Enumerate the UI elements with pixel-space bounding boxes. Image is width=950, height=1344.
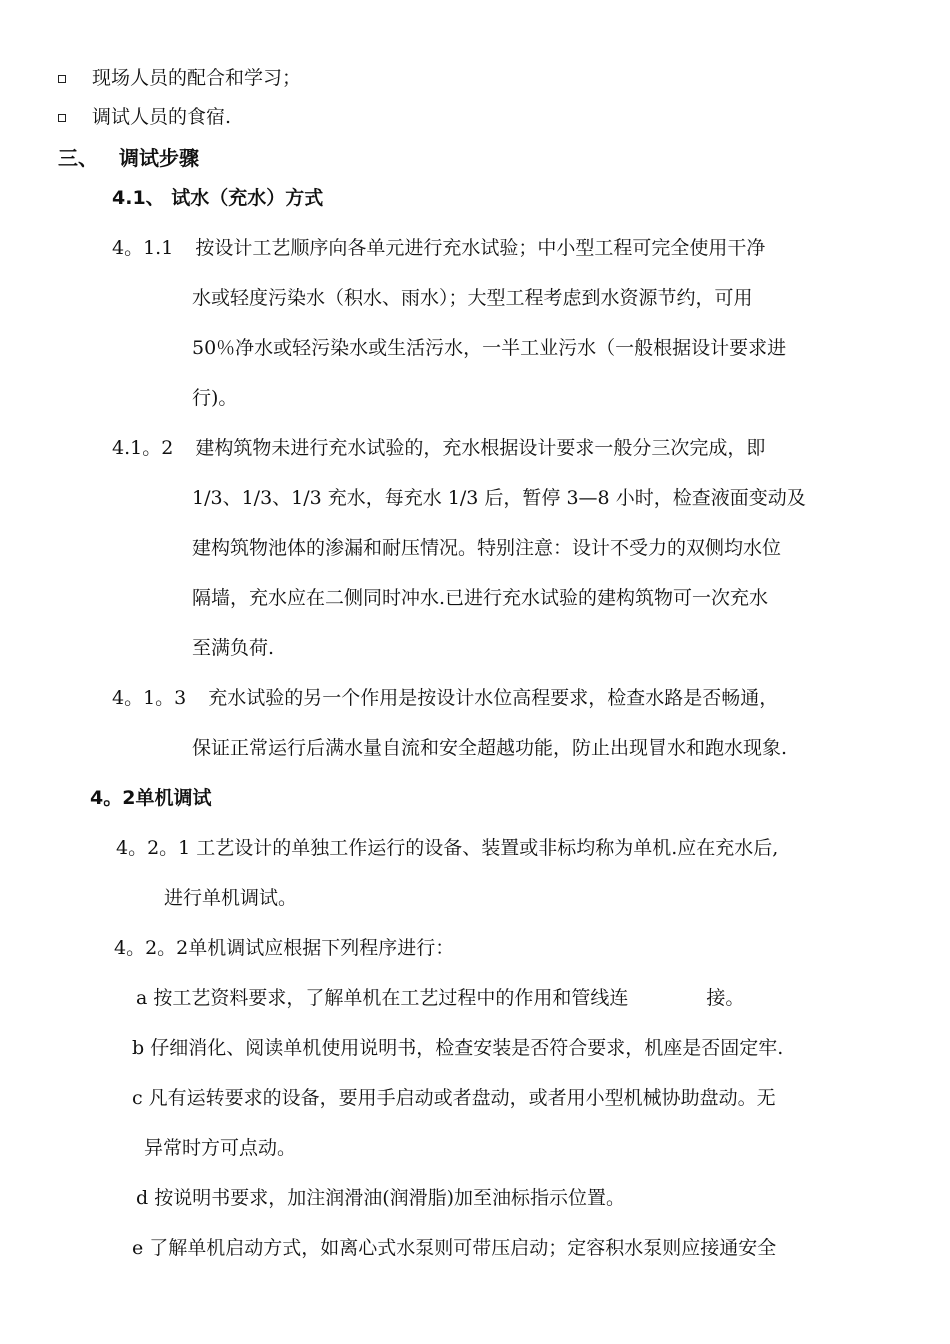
paragraph-4-1-1-line: 行)。 [192, 387, 238, 409]
paragraph-number: 4。1。3 [112, 687, 187, 709]
paragraph-number: 4。2。2 [114, 937, 189, 959]
section-number: 三、 [58, 146, 98, 170]
paragraph-4-1-1-line: 水或轻度污染水（积水、雨水）；大型工程考虑到水资源节约，可用 [192, 287, 753, 309]
bullet-square-icon [58, 114, 66, 122]
paragraph-4-2-1-line: 进行单机调试。 [164, 887, 298, 909]
paragraph-4-1-2-line: 至满负荷. [192, 637, 275, 659]
paragraph-4-1-1-line: 50％净水或轻污染水或生活污水，一半工业污水（一般根据设计要求进 [192, 337, 787, 359]
paragraph-4-2-2-line: 4。2。2单机调试应根据下列程序进行： [114, 937, 455, 959]
paragraph-4-1-3-line: 保证正常运行后满水量自流和安全超越功能，防止出现冒水和跑水现象. [192, 737, 788, 759]
paragraph-4-1-2-line: 1/3、1/3、1/3 充水，每充水 1/3 后，暂停 3—8 小时，检查液面变动及 [192, 487, 806, 509]
bullet-item: 调试人员的食宿. [92, 106, 232, 128]
paragraph-4-1-2-line: 隔墙，充水应在二侧同时冲水.已进行充水试验的建构筑物可一次充水 [192, 587, 769, 609]
list-item-d: d 按说明书要求，加注润滑油(润滑脂)加至油标指示位置。 [136, 1187, 626, 1209]
list-item-b: b 仔细消化、阅读单机使用说明书，检查安装是否符合要求，机座是否固定牢. [132, 1037, 784, 1059]
list-item-e: e 了解单机启动方式，如离心式水泵则可带压启动；定容积水泵则应接通安全 [132, 1237, 777, 1259]
list-item-a: a 按工艺资料要求，了解单机在工艺过程中的作用和管线连 接。 [136, 987, 745, 1009]
paragraph-4-1-2-line: 建构筑物池体的渗漏和耐压情况。特别注意：设计不受力的双侧均水位 [192, 537, 782, 559]
list-item-c: c 凡有运转要求的设备，要用手启动或者盘动，或者用小型机械协助盘动。无 [132, 1087, 776, 1109]
bullet-item: 现场人员的配合和学习； [92, 67, 302, 89]
bullet-square-icon [58, 75, 66, 83]
section-heading [58, 146, 199, 170]
paragraph-4-1-2-line: 4.1。2 建构筑物未进行充水试验的，充水根据设计要求一般分三次完成，即 [112, 437, 766, 459]
paragraph-number: 4。1.1 [112, 237, 174, 259]
paragraph-number: 4。2。1 [116, 837, 191, 859]
subsection-heading-4-1: 4.1、 试水（充水）方式 [112, 187, 324, 209]
subsection-heading-4-2: 4。2单机调试 [90, 787, 212, 809]
list-item-c-continued: 异常时方可点动。 [144, 1137, 297, 1159]
section-title: 调试步骤 [118, 146, 199, 170]
paragraph-number: 4.1。2 [112, 437, 174, 459]
paragraph-4-1-3-line: 4。1。3 充水试验的另一个作用是按设计水位高程要求，检查水路是否畅通， [112, 687, 779, 709]
paragraph-4-2-1-line: 4。2。1 工艺设计的单独工作运行的设备、装置或非标均称为单机.应在充水后, [116, 837, 779, 859]
paragraph-4-1-1-line: 4。1.1 按设计工艺顺序向各单元进行充水试验；中小型工程可完全使用干净 [112, 237, 766, 259]
